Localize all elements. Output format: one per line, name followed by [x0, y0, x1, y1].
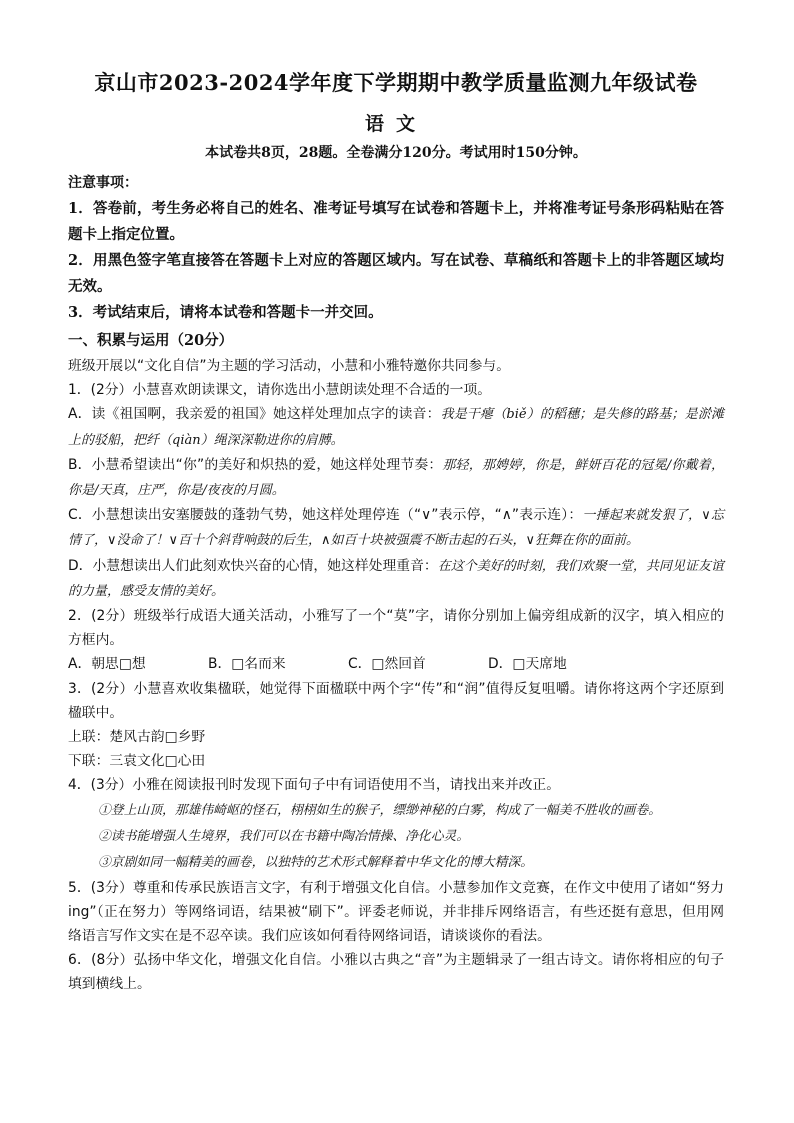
couplet-upper: 上联：楚风古韵□乡野 [68, 729, 206, 746]
option-d-text: 在这个美好的时刻，我们欢聚一堂，共同见证友谊的力量，感受友情的美好。 [68, 558, 724, 599]
idiom-option-d: D．□天席地 [488, 656, 567, 673]
question-4-stem: 4．(3分）小雅在阅读报刊时发现下面句子中有词语使用不当，请找出来并改正。 [68, 777, 561, 794]
question-5-stem: 5．(3分）尊重和传承民族语言文字，有利于增强文化自信。小慧参加作文竞赛，在作文中使用了诸如“努力ing”（正在努力）等网络词语，结果被“刷下”。评委老师说，并非排斥网络语言，有些还挺有意思，但用网络语言写作文实在是不忍卒读。我们应该如何看待网络词语，请谈谈你的看法。 [68, 879, 724, 945]
exam-info: 本试卷共8页，28题。全卷满分120分。考试用时150分钟。 [205, 145, 587, 161]
question-4-sentence-2: ②读书能增强人生境界，我们可以在书籍中陶冶情操、净化心灵。 [98, 828, 470, 844]
option-b-text: 那轻，那娉婷，你是，鲜妍百花的冠冕/你戴着，你是/天真，庄严，你是/夜夜的月圆。 [68, 457, 724, 499]
couplet-lower: 下联：三袁文化□心田 [68, 753, 206, 770]
question-4-sentence-3: ③京剧如同一幅精美的画卷，以独特的艺术形式解释着中华文化的博大精深。 [98, 854, 534, 870]
question-1-option-b [68, 453, 724, 503]
subject-title: 语文 [364, 113, 427, 135]
option-a-lead: A．读《祖国啊，我亲爱的祖国》她这样处理加点字的读音： [68, 406, 441, 423]
question-1-option-a [68, 402, 724, 452]
option-c-text: 一捶起来就发狠了，∨忘情了，∨没命了！∨百十个斜背响鼓的后生，∧如百十块被强震不断击起的石头，∨狂舞在你的面前。 [68, 508, 724, 549]
idiom-option-a: A．朝思□想 [68, 656, 146, 673]
notice-heading: 注意事项： [68, 175, 138, 191]
section-intro: 班级开展以“文化自信”为主题的学习活动，小慧和小雅特邀你共同参与。 [68, 358, 510, 374]
question-2-options [68, 652, 724, 676]
exam-title: 京山市2023-2024学年度下学期期中教学质量监测九年级试卷 [94, 70, 698, 95]
question-4-sentence-1: ①登上山顶，那雄伟崎岖的怪石，栩栩如生的猴子，缥缈神秘的白雾，构成了一幅美不胜收的画卷。 [98, 802, 662, 818]
option-d-lead: D．小慧想读出人们此刻欢快兴奋的心情，她这样处理重音： [68, 557, 438, 574]
exam-page [68, 70, 724, 997]
option-b-lead: B．小慧希望读出“你”的美好和炽热的爱，她这样处理节奏： [68, 456, 443, 473]
question-1-option-c [68, 503, 724, 553]
idiom-option-c: C．□然回首 [348, 656, 426, 673]
option-c-lead: C．小慧想读出安塞腰鼓的蓬勃气势，她这样处理停连（“∨”表示停，“∧”表示连）： [68, 507, 583, 524]
section-heading: 一、积累与运用（20分） [68, 332, 234, 349]
question-6-stem: 6．(8分）弘扬中华文化，增强文化自信。小雅以古典之“音”为主题辑录了一组古诗文。请你将相应的句子填到横线上。 [68, 952, 724, 993]
question-3-stem: 3．(2分）小慧喜欢收集楹联，她觉得下面楹联中两个字“传”和“润”值得反复咀嚼。请你将这两个字还原到楹联中。 [68, 680, 724, 721]
option-a-text: 我是干瘪（biě）的稻穗；是失修的路基；是淤滩上的驳船，把纤（qiàn）绳深深勒进你的肩膊。 [68, 407, 724, 448]
notice-item-1: 1．答卷前，考生务必将自己的姓名、准考证号填写在试卷和答题卡上，并将准考证号条形码粘贴在答题卡上指定位置。 [68, 200, 724, 243]
notice-item-3: 3．考试结束后，请将本试卷和答题卡一并交回。 [68, 304, 383, 321]
question-1-option-d [68, 554, 724, 604]
question-2-stem: 2．(2分）班级举行成语大通关活动，小雅写了一个“莫”字，请你分别加上偏旁组成新的汉字，填入相应的方框内。 [68, 608, 724, 649]
idiom-option-b: B．□名而来 [208, 656, 286, 673]
question-1-stem: 1．(2分）小慧喜欢朗读课文，请你选出小慧朗读处理不合适的一项。 [68, 382, 492, 399]
notice-item-2: 2．用黑色签字笔直接答在答题卡上对应的答题区域内。写在试卷、草稿纸和答题卡上的非答题区域均无效。 [68, 252, 724, 295]
